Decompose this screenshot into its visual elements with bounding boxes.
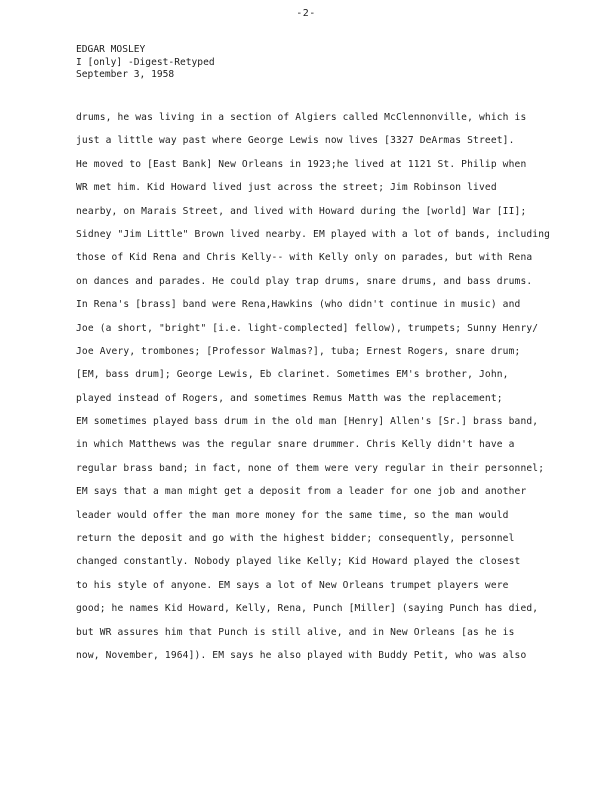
body-line: now, November, 1964]). EM says he also played with Buddy Petit, who was also (76, 649, 527, 661)
body-line: changed constantly. Nobody played like Kelly; Kid Howard played the closest (76, 556, 521, 568)
body-line: In Rena's [brass] band were Rena,Hawkins (who didn't continue in music) and (76, 299, 521, 311)
body-line: in which Matthews was the regular snare drummer. Chris Kelly didn't have a (76, 439, 515, 451)
body-line: Joe (a short, "bright" [i.e. light-complected] fellow), trumpets; Sunny Henry/ (76, 322, 539, 334)
reel-info: I [only] -Digest-Retyped (76, 56, 215, 68)
body-line: return the deposit and go with the highest bidder; consequently, personnel (76, 533, 515, 545)
interviewee-name: EDGAR MOSLEY (76, 44, 146, 55)
body-line: those of Kid Rena and Chris Kelly-- with Kelly only on parades, but with Rena (76, 252, 533, 264)
body-line: Joe Avery, trombones; [Professor Walmas?], tuba; Ernest Rogers, snare drum; (76, 345, 521, 357)
body-line: drums, he was living in a section of Algiers called McClennonville, which is (76, 112, 527, 123)
body-line: to his style of anyone. EM says a lot of New Orleans trumpet players were (76, 579, 509, 591)
body-line: played instead of Rogers, and sometimes Remus Matth was the replacement; (76, 392, 503, 404)
body-line: EM sometimes played bass drum in the old man [Henry] Allen's [Sr.] brass band, (76, 416, 539, 428)
body-line: WR met him. Kid Howard lived just across the street; Jim Robinson lived (76, 182, 497, 194)
body-line: but WR assures him that Punch is still alive, and in New Orleans [as he is (76, 626, 515, 638)
body-line: on dances and parades. He could play trap drums, snare drums, and bass drums. (76, 275, 533, 287)
body-line: He moved to [East Bank] New Orleans in 1923;he lived at 1121 St. Philip when (76, 158, 527, 170)
body-line: Sidney "Jim Little" Brown lived nearby. EM played with a lot of bands, including (76, 228, 551, 240)
body-text (76, 106, 596, 667)
body-line: leader would offer the man more money for the same time, so the man would (76, 509, 509, 521)
document-header (76, 44, 215, 82)
interview-date: September 3, 1958 (76, 69, 175, 80)
body-line: just a little way past where George Lewis now lives [3327 DeArmas Street]. (76, 135, 515, 147)
body-line: nearby, on Marais Street, and lived with Howard during the [world] War [II]; (76, 205, 527, 217)
body-line: [EM, bass drum]; George Lewis, Eb clarinet. Sometimes EM's brother, John, (76, 369, 509, 381)
body-line: regular brass band; in fact, none of them were very regular in their personnel; (76, 462, 545, 474)
body-line: EM says that a man might get a deposit from a leader for one job and another (76, 486, 527, 498)
body-line: good; he names Kid Howard, Kelly, Rena, Punch [Miller] (saying Punch has died, (76, 603, 539, 615)
page-number: -2- (296, 8, 316, 19)
